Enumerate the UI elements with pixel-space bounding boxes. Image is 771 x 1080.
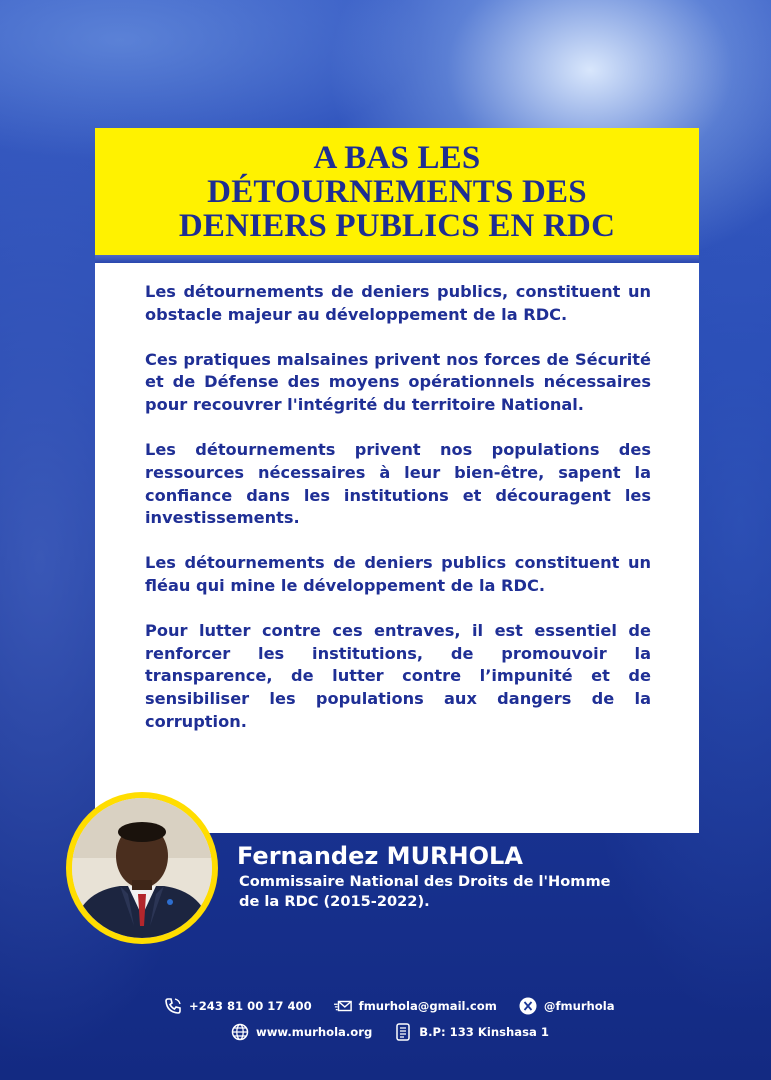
phone-icon — [164, 997, 182, 1015]
website-contact[interactable] — [231, 1023, 372, 1041]
person-role-line-2: de la RDC (2015-2022). — [239, 893, 430, 910]
x-handle: @fmurhola — [543, 999, 615, 1013]
title-line-2: DÉTOURNEMENTS DES — [207, 173, 587, 210]
paragraph-4: Les détournements de deniers publics constituent un fléau qui mine le développement de la RDC. — [145, 553, 651, 595]
po-box: B.P: 133 Kinshasa 1 — [419, 1025, 549, 1039]
paragraph-1: Les détournements de deniers publics, constituent un obstacle majeur au développement de la RDC. — [145, 282, 651, 324]
globe-icon — [231, 1023, 249, 1041]
x-logo-icon — [519, 997, 537, 1015]
po-box-contact — [394, 1023, 549, 1041]
portrait-photo — [72, 798, 212, 938]
mail-icon — [334, 997, 352, 1015]
website-url: www.murhola.org — [256, 1025, 373, 1039]
x-contact[interactable] — [519, 997, 615, 1015]
title-banner — [95, 128, 699, 255]
email-contact[interactable] — [334, 997, 497, 1015]
contact-row-2 — [231, 1023, 571, 1041]
person-role-line-1: Commissaire National des Droits de l'Homme — [239, 873, 611, 890]
title-line-3: DENIERS PUBLICS EN RDC — [178, 207, 616, 244]
contact-row-1 — [164, 997, 637, 1015]
paragraph-2: Ces pratiques malsaines privent nos forces de Sécurité et de Défense des moyens opérationnels nécessaires pour recouvrer l'intégrité du territoire National. — [145, 349, 651, 415]
avatar — [66, 792, 218, 944]
title-line-1: A BAS LES — [313, 139, 481, 176]
paragraph-5: Pour lutter contre ces entraves, il est essentiel de renforcer les institutions, de promouvoir la transparence, de lutter contre l’impunité et de sensibiliser les populations aux dangers de la corruption. — [145, 620, 651, 731]
document-icon — [394, 1023, 412, 1041]
phone-contact[interactable] — [164, 997, 312, 1015]
title-divider — [95, 255, 699, 263]
message-panel — [95, 263, 699, 833]
paragraph-3: Les détournements privent nos populations des ressources nécessaires à leur bien-être, sapent la confiance dans les institutions et découragent les investissements. — [145, 439, 651, 528]
phone-number: +243 81 00 17 400 — [189, 999, 312, 1013]
email-address: fmurhola@gmail.com — [358, 999, 497, 1013]
person-role — [239, 872, 659, 912]
person-name: Fernandez MURHOLA — [237, 842, 523, 870]
